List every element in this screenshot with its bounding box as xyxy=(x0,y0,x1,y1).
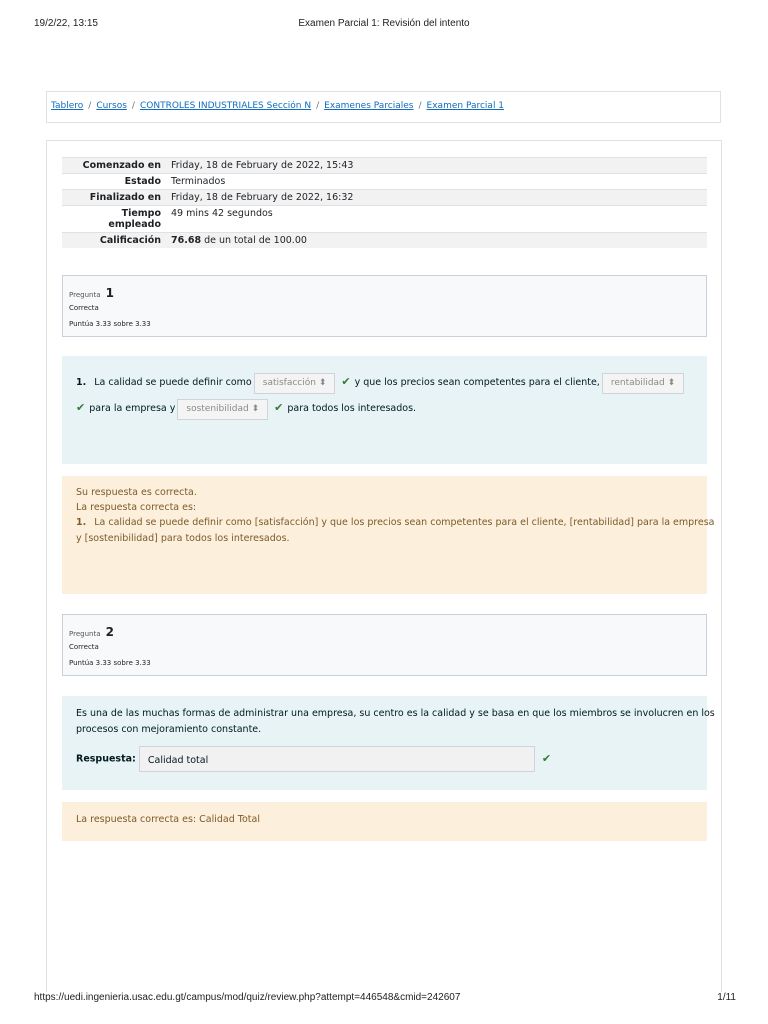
question-state: Correcta xyxy=(69,643,99,651)
question-1-formulation xyxy=(62,356,707,464)
feedback-correct-label: La respuesta correcta es: xyxy=(76,502,197,514)
table-row xyxy=(62,190,707,206)
breadcrumb-separator: / xyxy=(131,101,135,111)
question-grade: Puntúa 3.33 sobre 3.33 xyxy=(69,320,151,328)
breadcrumb-separator: / xyxy=(88,101,92,111)
breadcrumb-section[interactable]: Examenes Parciales xyxy=(324,101,414,111)
select-value: satisfacción xyxy=(262,378,316,388)
time-taken-value: 49 mins 42 segundos xyxy=(167,206,707,233)
q2-text-line-2: procesos con mejoramiento constante. xyxy=(76,724,262,736)
q2-answer-row xyxy=(76,746,693,772)
grade-value xyxy=(167,233,707,249)
question-2-formulation xyxy=(62,696,715,790)
feedback-status: Su respuesta es correcta. xyxy=(76,487,197,498)
time-label-line2: empleado xyxy=(108,219,161,230)
select-rentabilidad[interactable] xyxy=(602,373,684,394)
print-title: Examen Parcial 1: Revisión del intento xyxy=(298,18,470,29)
answer-input[interactable]: Calidad total xyxy=(139,746,535,772)
q1-line-2 xyxy=(76,399,416,420)
print-url: https://uedi.ingenieria.usac.edu.gt/campus/mod/quiz/review.php?attempt=446548&cmid=242607 xyxy=(34,992,461,1003)
select-sostenibilidad[interactable] xyxy=(177,399,268,420)
q1-line-1 xyxy=(76,373,686,394)
check-icon: ✔ xyxy=(341,375,351,388)
feedback-correct-answer: La respuesta correcta es: Calidad Total xyxy=(76,814,260,825)
feedback-item-number: 1. xyxy=(76,517,87,529)
check-icon: ✔ xyxy=(76,401,86,414)
finished-label: Finalizado en xyxy=(62,190,167,206)
finished-value: Friday, 18 de February de 2022, 16:32 xyxy=(167,190,707,206)
time-label-line1: Tiempo xyxy=(121,208,161,219)
print-page-number: 1/11 xyxy=(717,992,736,1003)
question-label: Pregunta xyxy=(69,291,101,299)
table-row xyxy=(62,174,707,190)
breadcrumb xyxy=(46,91,721,123)
answer-label: Respuesta: xyxy=(76,753,136,765)
grade-score: 76.68 xyxy=(171,235,202,246)
question-number: 2 xyxy=(105,625,114,639)
q1-text-c: para la empresa y xyxy=(89,403,176,414)
grade-label: Calificación xyxy=(62,233,167,249)
question-2-feedback xyxy=(62,802,707,841)
select-satisfaccion[interactable] xyxy=(254,373,336,394)
feedback-text-line-2: y [sostenibilidad] para todos los interesados. xyxy=(76,532,290,544)
q1-text-a: La calidad se puede definir como xyxy=(94,377,252,388)
table-row xyxy=(62,206,707,233)
attempt-summary-table xyxy=(62,157,707,248)
print-datetime: 19/2/22, 13:15 xyxy=(34,18,98,29)
feedback-text-line-1: La calidad se puede definir como [satisfacción] y que los precios sean competentes para el cliente, [rentabilidad] para la empresa xyxy=(94,517,715,529)
q2-text-line-1: Es una de las muchas formas de administrar una empresa, su centro es la calidad y se basa en que los miembros se involucren en los xyxy=(76,708,715,719)
table-row xyxy=(62,158,707,174)
breadcrumb-cursos[interactable]: Cursos xyxy=(96,101,127,111)
breadcrumb-quiz[interactable]: Examen Parcial 1 xyxy=(426,101,505,111)
q1-text-b: y que los precios sean competentes para el cliente, xyxy=(354,377,600,388)
updown-arrows-icon: ⬍ xyxy=(251,404,260,414)
check-icon: ✔ xyxy=(541,751,552,765)
question-1-feedback xyxy=(62,476,715,594)
question-label: Pregunta xyxy=(69,630,101,638)
breadcrumb-course[interactable]: CONTROLES INDUSTRIALES Sección N xyxy=(139,101,312,111)
breadcrumb-separator: / xyxy=(316,101,320,111)
state-value: Terminados xyxy=(167,174,707,190)
updown-arrows-icon: ⬍ xyxy=(667,378,676,388)
select-value: sostenibilidad xyxy=(186,404,249,414)
question-grade: Puntúa 3.33 sobre 3.33 xyxy=(69,659,151,667)
question-2-info xyxy=(62,614,707,676)
select-value: rentabilidad xyxy=(610,378,665,388)
question-number: 1 xyxy=(105,286,114,300)
feedback-correct-answer xyxy=(76,515,715,530)
question-state: Correcta xyxy=(69,304,99,312)
started-label: Comenzado en xyxy=(62,158,167,174)
time-taken-label xyxy=(62,206,167,233)
breadcrumb-tablero[interactable]: Tablero xyxy=(51,101,84,111)
breadcrumb-separator: / xyxy=(418,101,422,111)
q1-item-number: 1. xyxy=(76,377,87,388)
updown-arrows-icon: ⬍ xyxy=(318,378,327,388)
table-row xyxy=(62,233,707,249)
started-value: Friday, 18 de February de 2022, 15:43 xyxy=(167,158,707,174)
question-1-info xyxy=(62,275,707,337)
check-icon: ✔ xyxy=(274,401,284,414)
state-label: Estado xyxy=(62,174,167,190)
q1-text-d: para todos los interesados. xyxy=(287,403,417,414)
grade-total: de un total de 100.00 xyxy=(201,235,307,246)
